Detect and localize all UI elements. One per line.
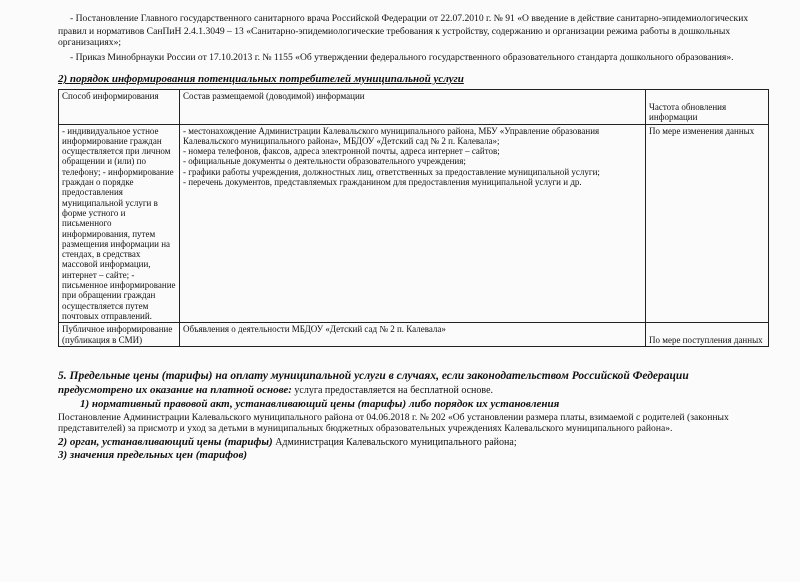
header-method: Способ информирования [59,90,180,125]
subsection-2 [58,436,517,448]
content-item: - официальные документы о деятельности образовательного учреждения; [183,156,466,167]
subsection-2-heading: 2) орган, устанавливающий цены (тарифы) [58,436,273,448]
content-item: - местонахождение Администрации Калевальского муниципального района, МБУ «Управление образования [183,125,600,136]
resolution-line-1: Постановление Администрации Калевальского муниципального района от 04.06.2018 г. № 202 «Об установлении размера платы, взимаемой с родителей (законных [58,412,729,423]
top-line-4: - Приказ Минобрнауки России от 17.10.2013 г. № 1155 «Об утверждении федерального государственного образовательного стандарта дошкольного образования». [70,52,734,63]
row2-frequency: По мере поступления данных [646,323,769,347]
top-line-3: организациях»; [58,37,122,48]
row2-method: Публичное информирование (публикация в СМИ) [59,323,180,347]
subsection-2-value: Администрация Калевальского муниципального района; [272,437,517,448]
section-5-heading: 5. Предельные цены (тарифы) на оплату муниципальной услуги в случаях, если законодательством Российской Федерации [58,370,689,382]
information-table [58,89,769,347]
content-item: Калевальского муниципального района», МБДОУ «Детский сад № 2 п. Калевала»; [183,135,500,146]
row1-method: - индивидуальное устное информирование граждан осуществляется при личном обращении и (или) по телефону; - информирование граждан о порядке предоставления муниципальной услуги в форме устного и письменного информирования, путем размещения информации на стендах, в средствах массовой информации, интернет – сайте; - письменное информирование при обращении граждан осуществляется путем почтовых отправлений. [59,124,180,323]
header-frequency: Частота обновления информации [646,90,769,125]
paid-basis-value: услуга предоставляется на бесплатной основе. [291,385,494,396]
top-line-1: - Постановление Главного государственного санитарного врача Российской Федерации от 22.07.2010 г. № 91 «О введение в действие санитарно-эпидемиологических [70,13,749,24]
content-item: - графики работы учреждения, должностных лиц, ответственных за предоставление муниципальной услуги; [183,166,600,177]
row1-content [180,124,646,323]
content-item: - перечень документов, представляемых гражданином для предоставления муниципальной услуги и др. [183,177,582,188]
subsection-1-heading: 1) нормативный правовой акт, устанавливающий цены (тарифы) либо порядок их установления [80,398,560,410]
section-2-heading: 2) порядок информирования потенциальных потребителей муниципальной услуги [58,73,464,85]
row1-frequency: По мере изменения данных [646,124,769,323]
table-row [59,323,769,347]
content-item: - номера телефонов, факсов, адреса электронной почты, адреса интернет – сайтов; [183,146,500,157]
resolution-line-2: представителей) за присмотр и уход за детьми в муниципальных бюджетных образовательных учреждениях Калевальского муниципального района». [58,423,673,434]
subsection-3-heading: 3) значения предельных цен (тарифов) [58,449,248,461]
table-row [59,124,769,323]
row2-content: Объявления о деятельности МБДОУ «Детский сад № 2 п. Калевала» [180,323,646,347]
header-content: Состав размещаемой (доводимой) информации [180,90,646,125]
section-5-heading-2 [58,384,493,396]
paid-basis-label: предусмотрено их оказание на платной основе: [58,384,292,396]
top-line-2: правил и нормативов СанПиН 2.4.1.3049 – 13 «Санитарно-эпидемиологические требования к устройству, содержанию и организации режима работы в дошкольных [58,26,731,37]
table-header-row [59,90,769,125]
